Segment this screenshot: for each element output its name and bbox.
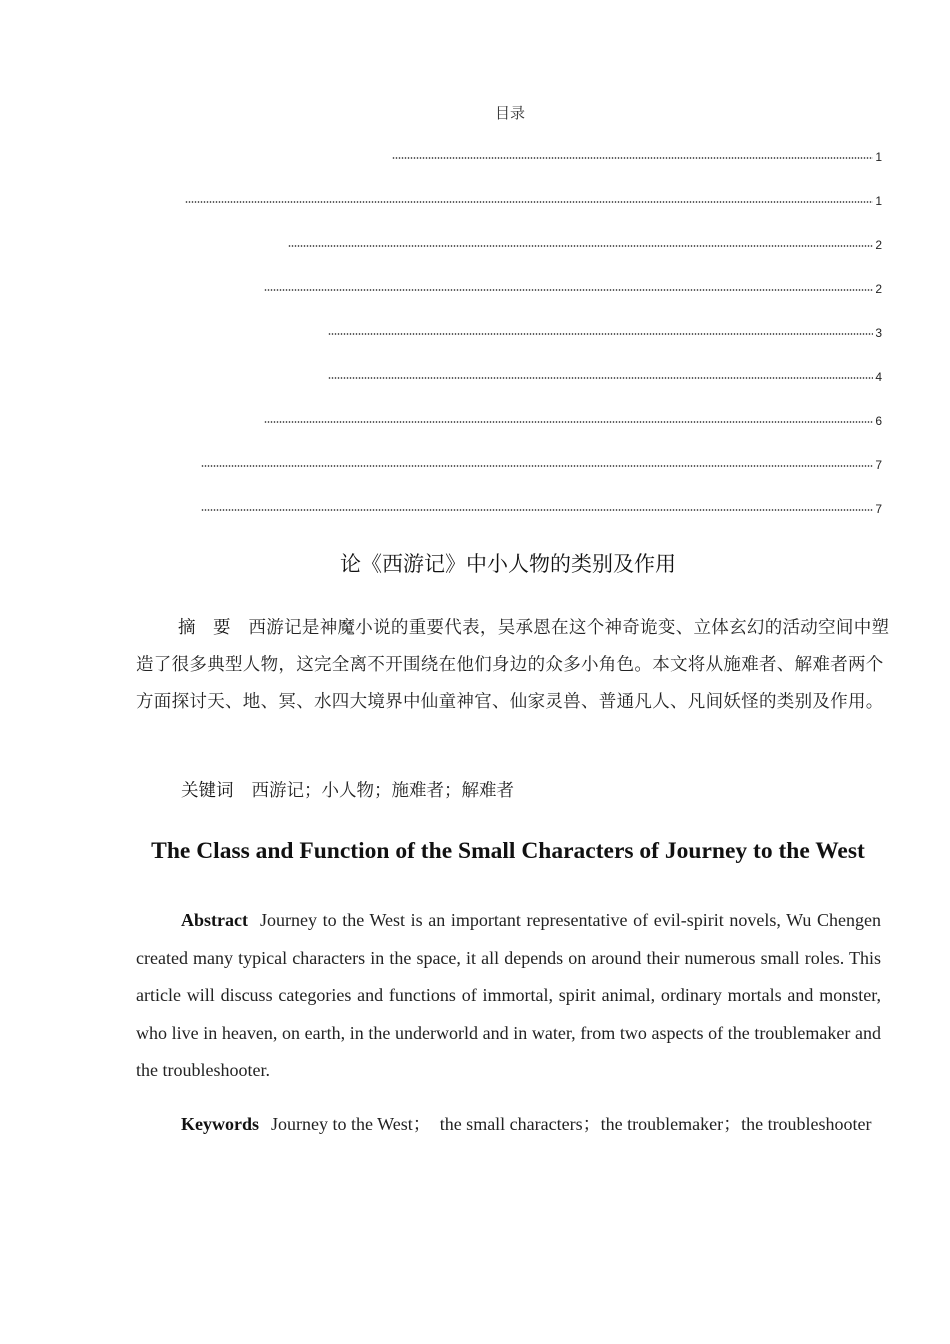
toc-leader-dots [185,201,873,203]
english-abstract [136,902,881,1090]
chinese-abstract-label: 摘 要 [178,618,231,638]
toc-page-number: 6 [875,414,882,428]
toc-entry[interactable] [392,144,882,164]
chinese-abstract-text: 西游记是神魔小说的重要代表，吴承恩在这个神奇诡变、立体玄幻的活动空间中塑造了很多典型人物，这完全离不开围绕在他们身边的众多小角色。本文将从施难者、解难者两个方面探讨天、地、冥、水四大境界中仙童神官、仙家灵兽、普通凡人、凡间妖怪的类别及作用。 [136,618,890,712]
toc-page-number: 7 [875,502,882,516]
toc-leader-dots [328,333,873,335]
toc-page-number: 4 [875,370,882,384]
toc-leader-dots [392,157,873,159]
chinese-keywords [181,775,514,807]
toc-entry[interactable] [288,232,882,252]
toc-page-number: 1 [875,150,882,164]
toc-page-number: 7 [875,458,882,472]
toc-title: 目录 [494,104,525,122]
chinese-title: 论《西游记》中小人物的类别及作用 [340,552,676,576]
chinese-keywords-label: 关键词 [181,781,234,801]
toc-entry[interactable] [201,452,882,472]
toc-page-number: 2 [875,238,882,252]
toc-entry[interactable] [328,320,882,340]
english-keywords-label: Keywords [181,1114,259,1134]
english-title: The Class and Function of the Small Characters of Journey to the West [151,838,865,864]
english-keywords [136,1106,881,1143]
toc-page-number: 3 [875,326,882,340]
chinese-keywords-text: 西游记；小人物；施难者；解难者 [251,781,514,801]
toc-leader-dots [328,377,873,379]
toc-leader-dots [264,421,873,423]
toc-entry[interactable] [328,364,882,384]
toc-leader-dots [201,509,873,511]
toc-entry[interactable] [264,408,882,428]
toc-leader-dots [288,245,873,247]
toc-leader-dots [264,289,873,291]
toc-entry[interactable] [185,188,882,208]
toc-page-number: 1 [875,194,882,208]
english-keywords-text: Journey to the West； the small characters；the troublemaker；the troubleshooter [271,1114,872,1134]
chinese-abstract [136,610,896,721]
toc-page-number: 2 [875,282,882,296]
toc-entry[interactable] [201,496,882,516]
english-abstract-text: Journey to the West is an important representative of evil-spirit novels, Wu Chengen created many typical characters in the space, it all depends on around their numerous small roles. This article will discuss categories and functions of immortal, spirit animal, ordinary mortals and monster, who live in heaven, on earth, in the underworld and in water, from two aspects of the troublemaker and the troubleshooter. [136,910,881,1080]
toc-leader-dots [201,465,873,467]
toc-entry[interactable] [264,276,882,296]
english-abstract-label: Abstract [181,910,248,930]
